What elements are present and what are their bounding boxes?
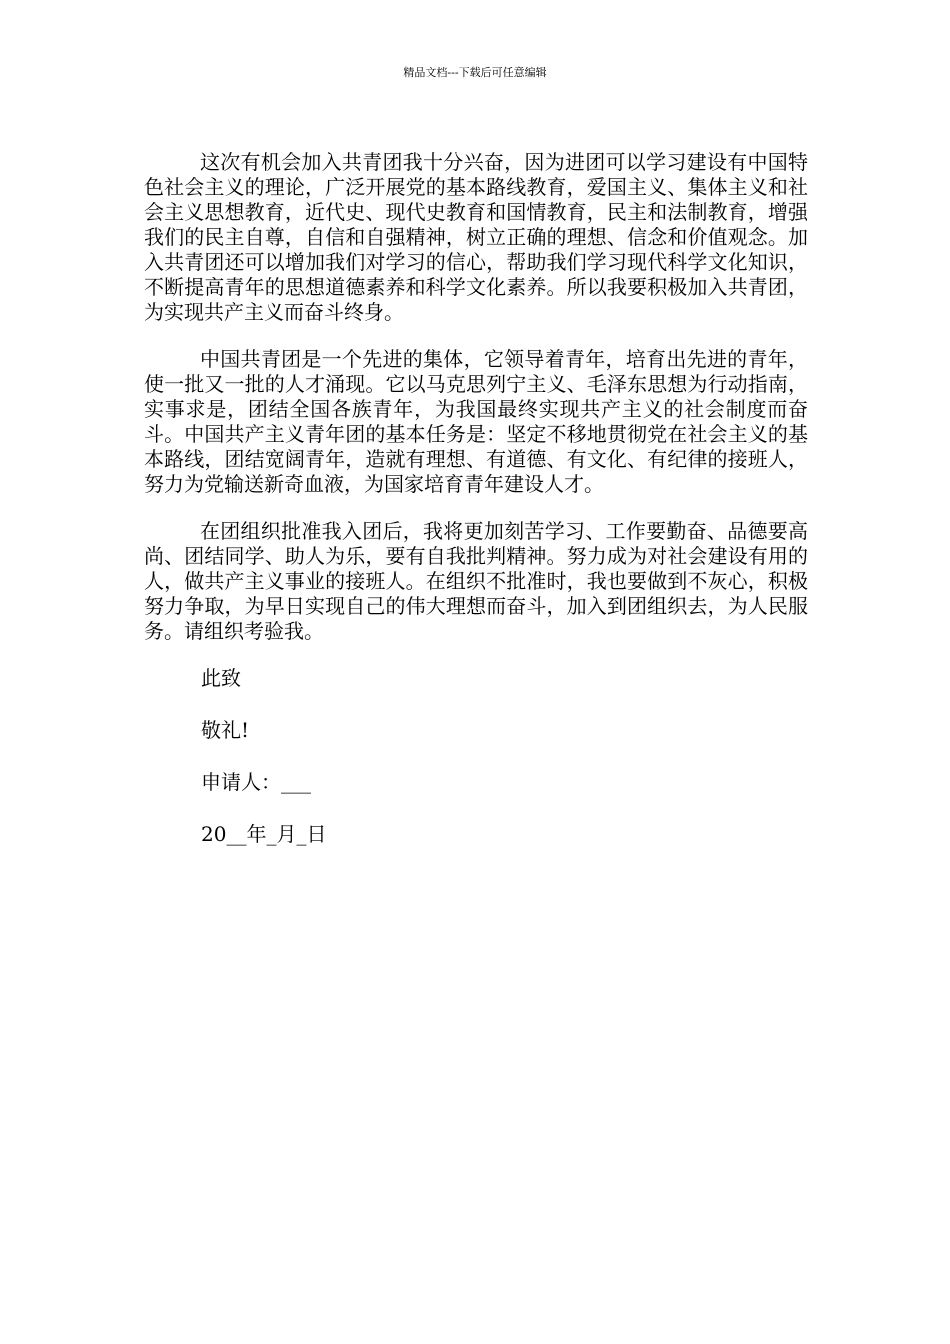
date-line: 20__年_月_日 (201, 822, 327, 846)
closing-respect: 敬礼! (201, 718, 250, 742)
letter-body (144, 150, 808, 847)
closing-salutation: 此致 (201, 666, 241, 690)
paragraph-2: 中国共青团是一个先进的集体，它领导着青年，培育出先进的青年，使一批又一批的人才涌现。它以马克思列宁主义、毛泽东思想为行动指南，实事求是，团结全国各族青年，为我国最终实现共产主义的社会制度而奋斗。中国共产主义青年团的基本任务是：坚定不移地贯彻党在社会主义的基本路线，团结宽阔青年，造就有理想、有道德、有文化、有纪律的接班人，努力为党输送新奇血液，为国家培育青年建设人才。 (144, 347, 808, 496)
paragraph-3: 在团组织批准我入团后，我将更加刻苦学习、工作要勤奋、品德要高尚、团结同学、助人为乐，要有自我批判精神。努力成为对社会建设有用的人，做共产主义事业的接班人。在组织不批准时，我也要做到不灰心，积极努力争取，为早日实现自己的伟大理想而奋斗，加入到团组织去，为人民服务。请组织考验我。 (144, 519, 808, 643)
paragraph-1: 这次有机会加入共青团我十分兴奋，因为进团可以学习建设有中国特色社会主义的理论，广泛开展党的基本路线教育，爱国主义、集体主义和社会主义思想教育，近代史、现代史教育和国情教育，民主和法制教育，增强我们的民主自尊，自信和自强精神，树立正确的理想、信念和价值观念。加入共青团还可以增加我们对学习的信心，帮助我们学习现代科学文化知识，不断提高青年的思想道德素养和科学文化素养。所以我要积极加入共青团，为实现共产主义而奋斗终身。 (144, 150, 808, 324)
page-header: 精品文档---下载后可任意编辑 (403, 66, 547, 79)
applicant-line: 申请人：___ (201, 770, 311, 794)
